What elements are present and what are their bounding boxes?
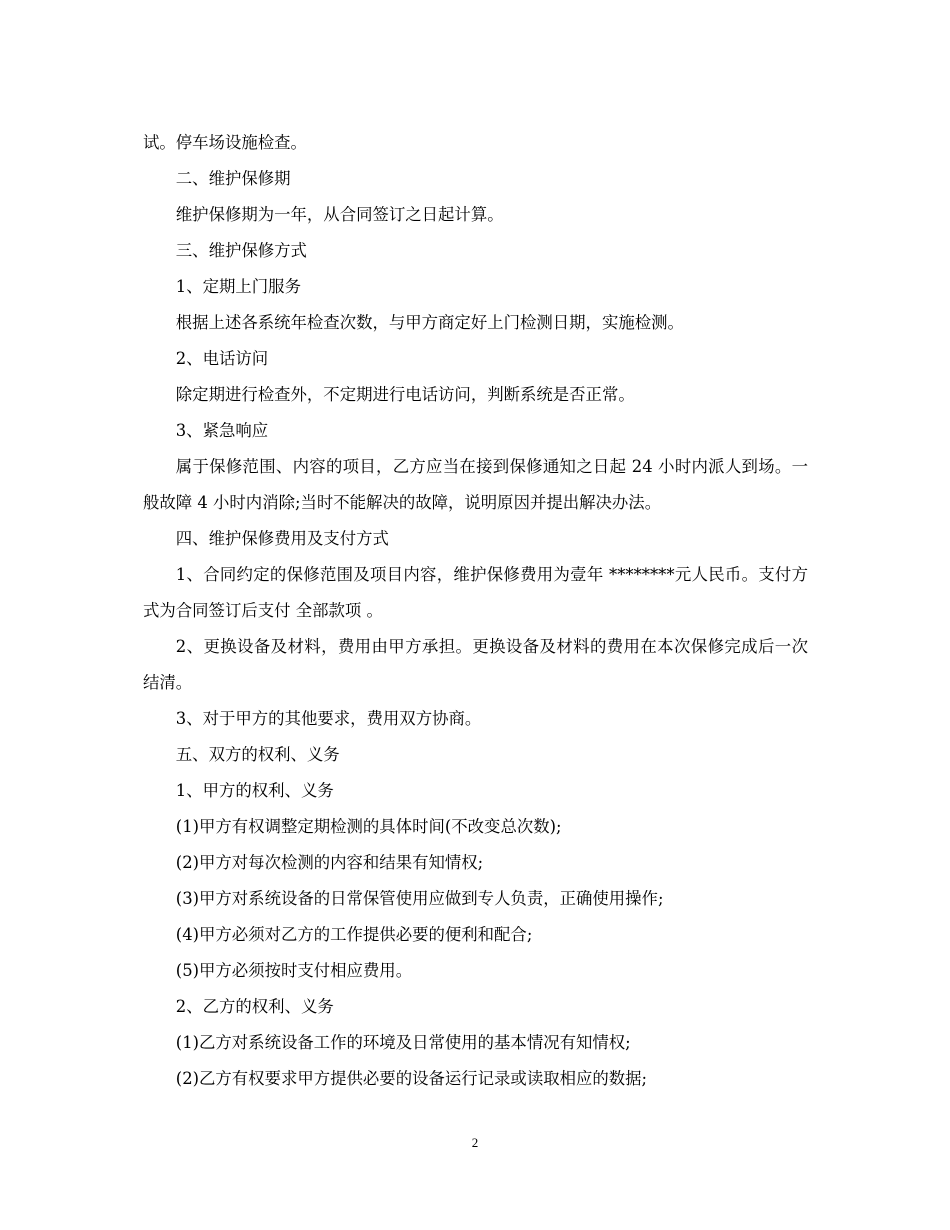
paragraph: (2)乙方有权要求甲方提供必要的设备运行记录或读取相应的数据; bbox=[175, 1069, 648, 1088]
paragraph: 属于保修范围、内容的项目，乙方应当在接到保修通知之日起 24 小时内派人到场。一般故障 4 小时内消除;当时不能解决的故障，说明原因并提出解决办法。 bbox=[143, 457, 808, 512]
paragraph: 1、定期上门服务 bbox=[175, 277, 301, 296]
paragraph: 三、维护保修方式 bbox=[175, 241, 307, 260]
paragraph: 2、更换设备及材料，费用由甲方承担。更换设备及材料的费用在本次保修完成后一次结清。 bbox=[143, 637, 808, 692]
paragraph: 维护保修期为一年，从合同签订之日起计算。 bbox=[175, 205, 504, 224]
paragraph: (1)乙方对系统设备工作的环境及日常使用的基本情况有知情权; bbox=[175, 1033, 631, 1052]
paragraph: (3)甲方对系统设备的日常保管使用应做到专人负责，正确使用操作; bbox=[175, 889, 664, 908]
paragraph: 1、甲方的权利、义务 bbox=[175, 781, 334, 800]
paragraph: 3、对于甲方的其他要求，费用双方协商。 bbox=[175, 709, 482, 728]
paragraph: (2)甲方对每次检测的内容和结果有知情权; bbox=[175, 853, 484, 872]
paragraph: 二、维护保修期 bbox=[175, 169, 291, 188]
paragraph: 2、乙方的权利、义务 bbox=[175, 997, 334, 1016]
paragraph: 除定期进行检查外，不定期进行电话访问，判断系统是否正常。 bbox=[175, 385, 635, 404]
paragraph: 根据上述各系统年检查次数，与甲方商定好上门检测日期，实施检测。 bbox=[175, 313, 684, 332]
paragraph: 五、双方的权利、义务 bbox=[175, 745, 340, 764]
paragraph: (1)甲方有权调整定期检测的具体时间(不改变总次数); bbox=[175, 817, 562, 836]
paragraph: 1、合同约定的保修范围及项目内容，维护保修费用为壹年 ********元人民币。支付方式为合同签订后支付 全部款项 。 bbox=[143, 565, 808, 620]
page-number: 2 bbox=[471, 1135, 479, 1150]
paragraph: (4)甲方必须对乙方的工作提供必要的便利和配合; bbox=[175, 925, 533, 944]
paragraph: 四、维护保修费用及支付方式 bbox=[175, 529, 389, 548]
document-body bbox=[143, 125, 808, 1097]
paragraph: 试。停车场设施检查。 bbox=[143, 133, 307, 152]
paragraph: (5)甲方必须按时支付相应费用。 bbox=[175, 961, 413, 980]
paragraph: 3、紧急响应 bbox=[175, 421, 269, 440]
paragraph: 2、电话访问 bbox=[175, 349, 269, 368]
